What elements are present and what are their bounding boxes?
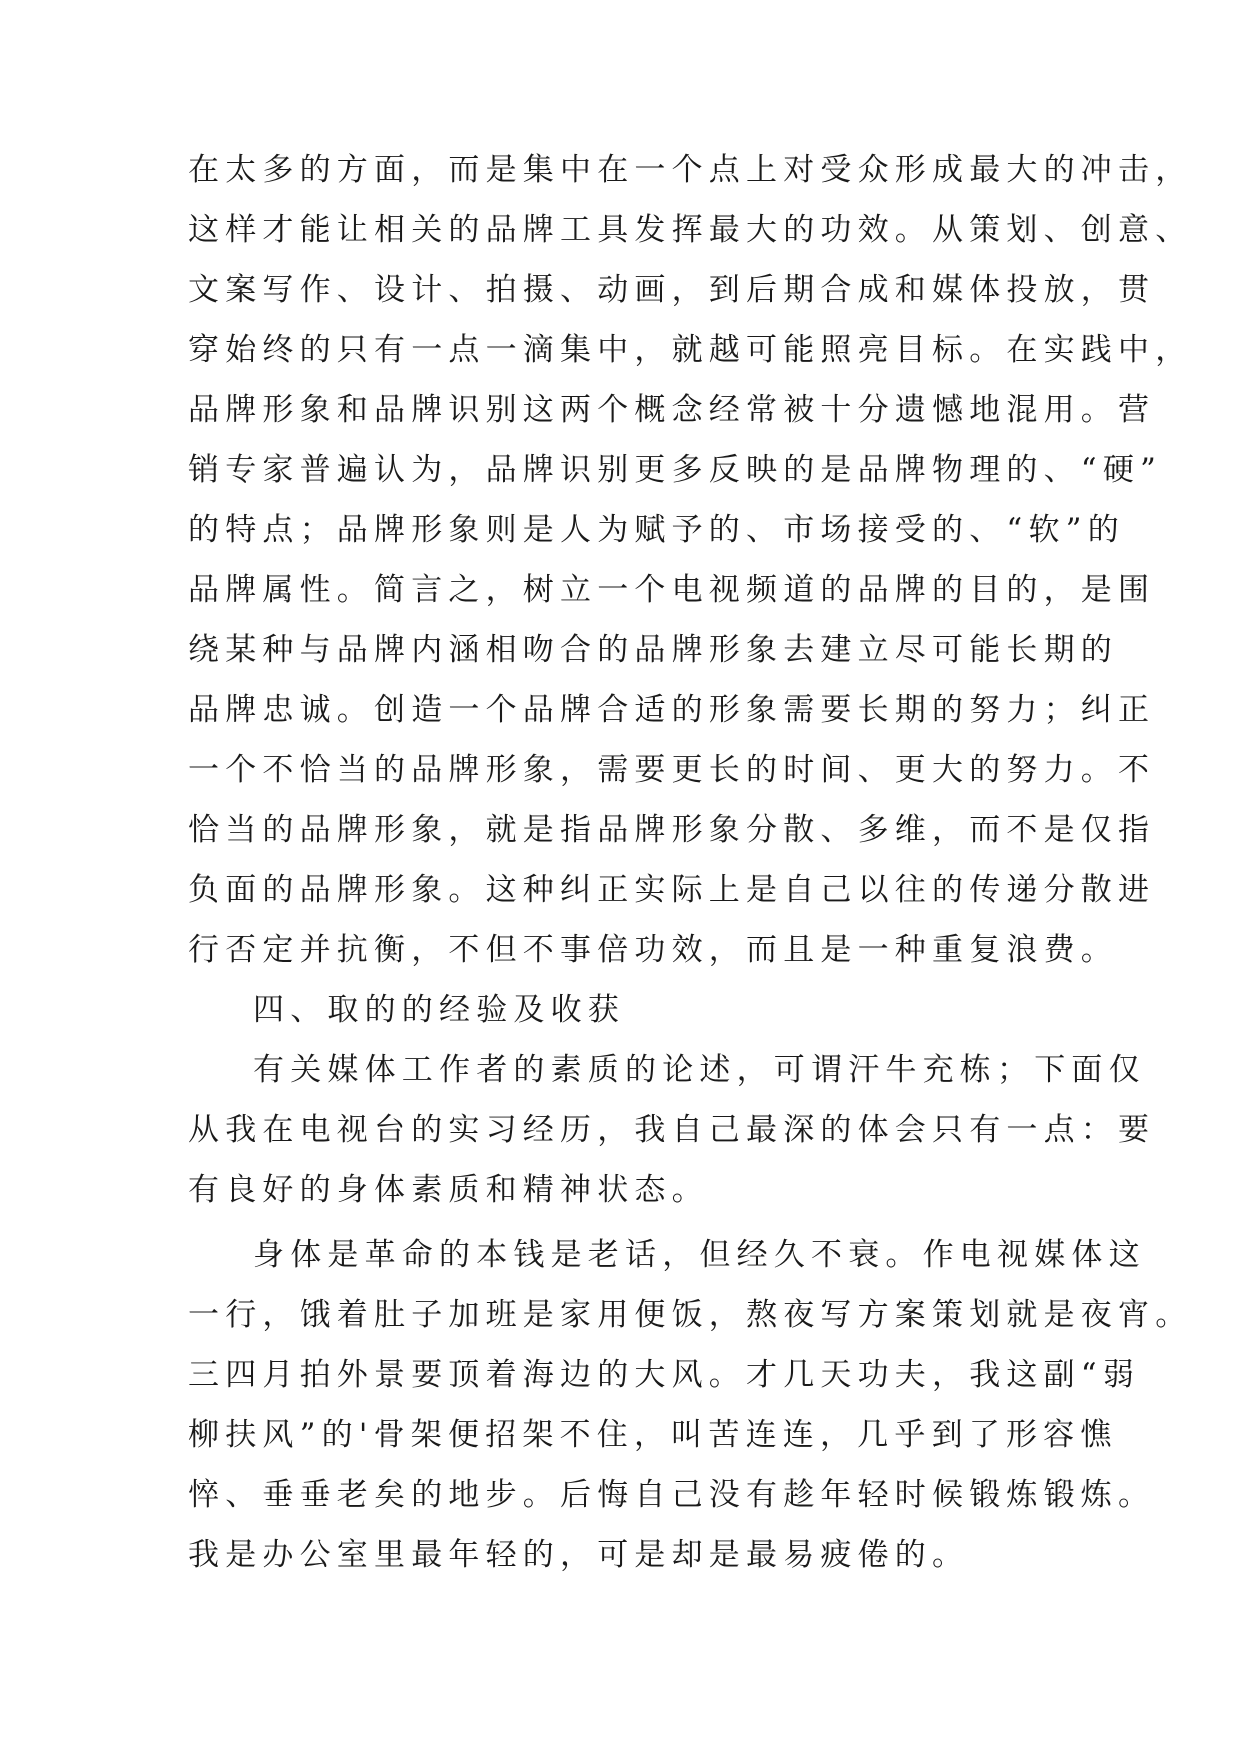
section-heading: 四、取的的经验及收获 bbox=[253, 992, 625, 1028]
text-line: 文案写作、设计、拍摄、动画，到后期合成和媒体投放，贯 bbox=[188, 272, 1156, 308]
text-line: 品牌形象和品牌识别这两个概念经常被十分遗憾地混用。营 bbox=[188, 392, 1156, 428]
text-line: 的特点；品牌形象则是人为赋予的、市场接受的、“软”的 bbox=[188, 512, 1125, 548]
text-line: 销专家普遍认为，品牌识别更多反映的是品牌物理的、“硬” bbox=[188, 452, 1163, 488]
text-line: 我是办公室里最年轻的，可是却是最易疲倦的。 bbox=[188, 1537, 970, 1573]
text-line: 柳扶风”的'骨架便招架不住，叫苦连连，几乎到了形容憔 bbox=[188, 1417, 1118, 1453]
text-line: 品牌忠诚。创造一个品牌合适的形象需要长期的努力；纠正 bbox=[188, 692, 1156, 728]
text-line: 一行，饿着肚子加班是家用便饭，熬夜写方案策划就是夜宵。 bbox=[188, 1297, 1193, 1333]
text-line: 穿始终的只有一点一滴集中，就越可能照亮目标。在实践中， bbox=[188, 332, 1193, 368]
text-line: 负面的品牌形象。这种纠正实际上是自己以往的传递分散进 bbox=[188, 872, 1156, 908]
text-line: 行否定并抗衡，不但不事倍功效，而且是一种重复浪费。 bbox=[188, 932, 1118, 968]
text-line: 从我在电视台的实习经历，我自己最深的体会只有一点：要 bbox=[188, 1112, 1156, 1148]
text-line: 三四月拍外景要顶着海边的大风。才几天功夫，我这副“弱 bbox=[188, 1357, 1141, 1393]
text-line: 有关媒体工作者的素质的论述，可谓汗牛充栋；下面仅 bbox=[253, 1052, 1146, 1088]
text-line: 这样才能让相关的品牌工具发挥最大的功效。从策划、创意、 bbox=[188, 212, 1193, 248]
text-line: 品牌属性。简言之，树立一个电视频道的品牌的目的，是围 bbox=[188, 572, 1156, 608]
text-line: 在太多的方面，而是集中在一个点上对受众形成最大的冲击， bbox=[188, 152, 1193, 188]
text-line: 绕某种与品牌内涵相吻合的品牌形象去建立尽可能长期的 bbox=[188, 632, 1118, 668]
text-line: 一个不恰当的品牌形象，需要更长的时间、更大的努力。不 bbox=[188, 752, 1156, 788]
text-line: 恰当的品牌形象，就是指品牌形象分散、多维，而不是仅指 bbox=[188, 812, 1156, 848]
text-line: 身体是革命的本钱是老话，但经久不衰。作电视媒体这 bbox=[253, 1237, 1146, 1273]
text-line: 有良好的身体素质和精神状态。 bbox=[188, 1172, 709, 1208]
text-line: 悴、垂垂老矣的地步。后悔自己没有趁年轻时候锻炼锻炼。 bbox=[188, 1477, 1156, 1513]
